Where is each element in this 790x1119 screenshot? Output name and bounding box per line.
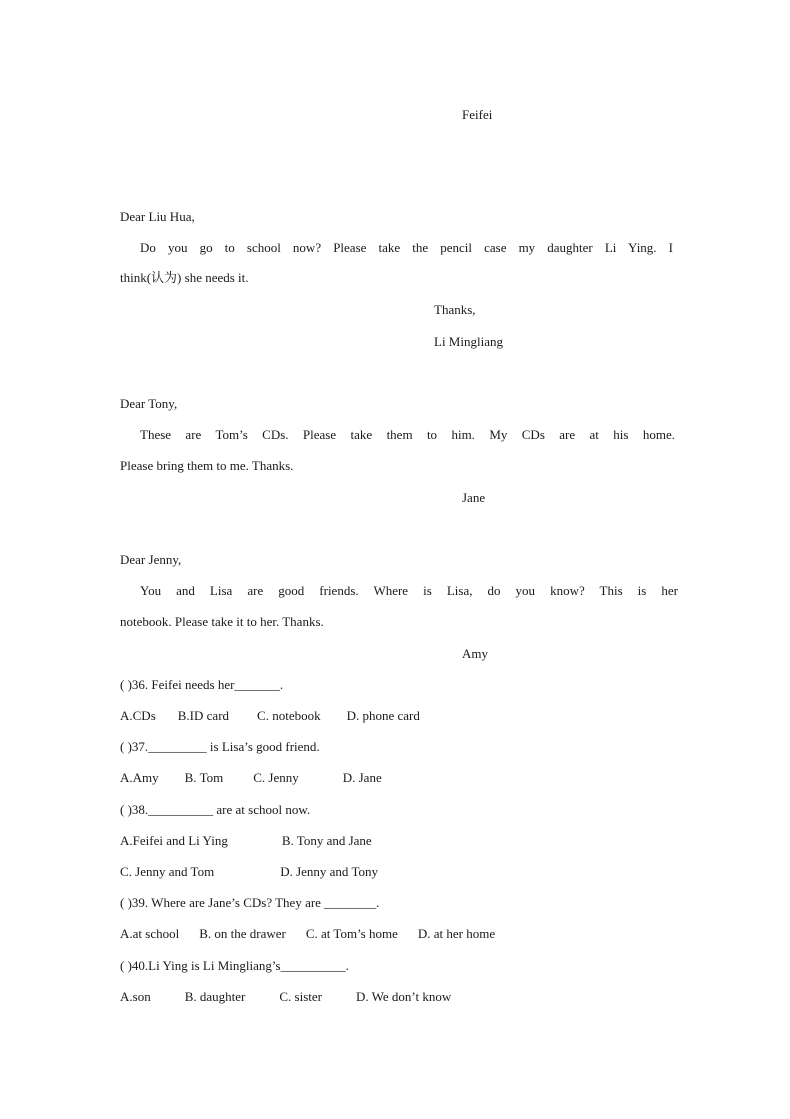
letter2-body-line1: These are Tom’s CDs. Please take them to him. My CDs are at his home. [140, 427, 675, 442]
option-b: B.ID card [177, 708, 230, 723]
letter1-closing: Thanks, [434, 302, 476, 317]
question-38-options-row2 [120, 864, 378, 880]
option-d: D. Jenny and Tony [280, 864, 378, 879]
option-d: D. We don’t know [355, 989, 452, 1004]
option-a: A.CDs [120, 708, 156, 723]
option-c: C. Jenny [253, 770, 299, 785]
option-d: D. Jane [342, 770, 382, 785]
letter3-signature: Amy [462, 646, 488, 661]
letter2-body-line2: Please bring them to me. Thanks. [120, 458, 294, 473]
option-a: A.at school [120, 926, 180, 941]
letter1-body-line1: Do you go to school now? Please take the pencil case my daughter Li Ying. I [140, 240, 673, 255]
letter1-greeting: Dear Liu Hua, [120, 209, 195, 224]
option-d: D. phone card [346, 708, 420, 723]
option-c: C. notebook [257, 708, 321, 723]
question-37-stem: ( )37._________ is Lisa’s good friend. [120, 739, 320, 754]
letter1-signature: Li Mingliang [434, 334, 503, 349]
question-37-options [120, 770, 382, 786]
letter3-body-line2: notebook. Please take it to her. Thanks. [120, 614, 324, 629]
option-c: C. at Tom’s home [305, 926, 398, 941]
letter3-greeting: Dear Jenny, [120, 552, 182, 567]
letter2-signature: Jane [462, 490, 486, 505]
question-38-options-row1 [120, 833, 372, 849]
letter3-body-line1: You and Lisa are good friends. Where is Lisa, do you know? This is her [140, 583, 678, 598]
letter2-greeting: Dear Tony, [120, 396, 178, 411]
option-b: B. Tom [184, 770, 224, 785]
question-38-stem: ( )38.__________ are at school now. [120, 802, 311, 817]
signature-feifei: Feifei [462, 107, 493, 122]
question-36-options [120, 708, 420, 724]
option-d: D. at her home [417, 926, 496, 941]
option-a: A.Amy [120, 770, 159, 785]
option-c: C. sister [279, 989, 322, 1004]
question-39-options [120, 926, 495, 942]
option-b: B. Tony and Jane [281, 833, 372, 848]
question-40-stem: ( )40.Li Ying is Li Mingliang’s__________. [120, 958, 349, 973]
letter1-body-line2: think(认为) she needs it. [120, 270, 249, 285]
question-40-options [120, 989, 451, 1005]
option-c: C. Jenny and Tom [120, 864, 215, 879]
option-a: A.Feifei and Li Ying [120, 833, 228, 848]
question-39-stem: ( )39. Where are Jane’s CDs? They are ________. [120, 895, 380, 910]
question-36-stem: ( )36. Feifei needs her_______. [120, 677, 284, 692]
option-b: B. on the drawer [199, 926, 286, 941]
option-b: B. daughter [184, 989, 246, 1004]
option-a: A.son [120, 989, 151, 1004]
